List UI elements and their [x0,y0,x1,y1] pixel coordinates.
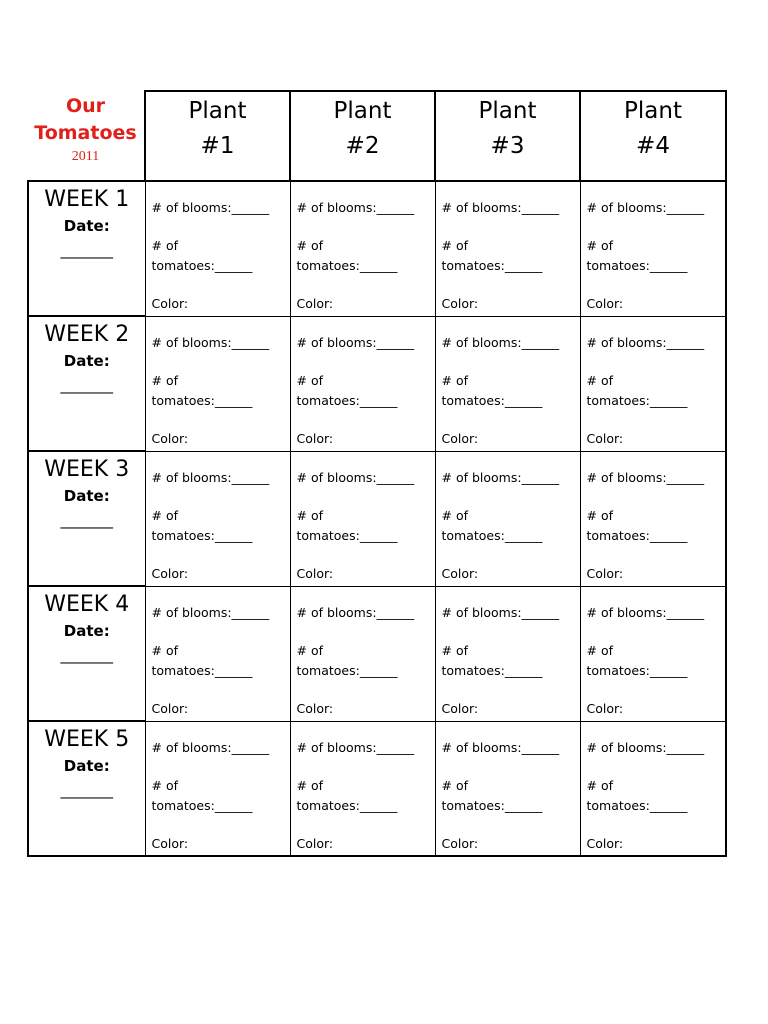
blooms-count-field: # of blooms:______ [586,604,705,620]
plant-week-entry-cell [290,316,435,451]
plant-week-entry-cell [145,316,290,451]
tomatoes-count-field: tomatoes:______ [151,527,253,543]
tomatoes-label: # of [296,372,323,388]
plant-header-3 [435,91,580,181]
tomatoes-count-field: tomatoes:______ [441,797,543,813]
week-label: WEEK 1 [44,187,130,212]
blooms-count-field: # of blooms:______ [586,469,705,485]
color-field: Color: [151,430,189,446]
blooms-count-field: # of blooms:______ [441,334,560,350]
blooms-count-field: # of blooms:______ [441,469,560,485]
blooms-count-field: # of blooms:______ [296,604,415,620]
tomatoes-label: # of [586,642,613,658]
plant-number: #3 [490,133,525,159]
tomatoes-count-field: tomatoes:______ [586,662,688,678]
color-field: Color: [586,565,624,581]
tomatoes-label: # of [586,777,613,793]
plant-word: Plant [333,98,392,124]
date-blank-field: _______ [60,781,113,799]
title-year: 2011 [71,149,100,164]
plant-week-entry-cell [435,181,580,316]
tomatoes-count-field: tomatoes:______ [296,797,398,813]
date-blank-field: _______ [60,511,113,529]
blooms-count-field: # of blooms:______ [441,604,560,620]
color-field: Color: [296,835,334,851]
tomatoes-label: # of [441,238,468,253]
week-label-cell [28,721,145,856]
tomatoes-label: # of [441,507,468,523]
blooms-count-field: # of blooms:______ [296,334,415,350]
week-label-cell [28,181,145,316]
week-label: WEEK 3 [44,457,130,482]
plant-week-entry-cell [290,451,435,586]
plant-word: Plant [478,98,537,124]
tomatoes-label: # of [586,507,613,523]
color-field: Color: [441,565,479,581]
week-row [28,181,726,316]
tomatoes-label: # of [151,777,178,793]
color-field: Color: [586,430,624,446]
date-label: Date: [63,487,110,505]
tomatoes-count-field: tomatoes:______ [441,527,543,543]
title-corner-cell [28,91,145,181]
color-field: Color: [586,835,624,851]
week-label-cell [28,451,145,586]
tomatoes-count-field: tomatoes:______ [586,258,688,273]
blooms-count-field: # of blooms:______ [586,200,705,215]
blooms-count-field: # of blooms:______ [151,200,270,215]
color-field: Color: [586,700,624,716]
tracking-table [27,90,727,857]
blooms-count-field: # of blooms:______ [296,739,415,755]
plant-header-row [28,91,726,181]
week-row [28,316,726,451]
tomatoes-label: # of [151,238,178,253]
tomatoes-count-field: tomatoes:______ [441,662,543,678]
week-row [28,451,726,586]
blooms-count-field: # of blooms:______ [151,604,270,620]
week-label-cell [28,316,145,451]
plant-header-2 [290,91,435,181]
tomatoes-count-field: tomatoes:______ [296,662,398,678]
plant-week-entry-cell [580,181,726,316]
plant-week-entry-cell [580,586,726,721]
color-field: Color: [441,700,479,716]
plant-week-entry-cell [290,586,435,721]
tomatoes-count-field: tomatoes:______ [586,797,688,813]
plant-header-1 [145,91,290,181]
tomatoes-count-field: tomatoes:______ [151,662,253,678]
color-field: Color: [296,700,334,716]
plant-week-entry-cell [145,181,290,316]
date-blank-field: _______ [60,241,113,259]
week-row [28,586,726,721]
date-label: Date: [63,217,110,235]
tomatoes-label: # of [586,238,613,253]
plant-week-entry-cell [435,586,580,721]
plant-week-entry-cell [580,721,726,856]
tomatoes-count-field: tomatoes:______ [441,258,543,273]
tomatoes-count-field: tomatoes:______ [296,527,398,543]
tomatoes-label: # of [441,777,468,793]
tomatoes-count-field: tomatoes:______ [151,797,253,813]
blooms-count-field: # of blooms:______ [151,334,270,350]
color-field: Color: [296,565,334,581]
plant-word: Plant [624,98,682,124]
date-label: Date: [63,757,110,775]
color-field: Color: [441,430,479,446]
blooms-count-field: # of blooms:______ [441,739,560,755]
color-field: Color: [441,296,479,311]
blooms-count-field: # of blooms:______ [151,469,270,485]
plant-week-entry-cell [290,721,435,856]
blooms-count-field: # of blooms:______ [296,200,415,215]
color-field: Color: [296,296,334,311]
plant-week-entry-cell [580,316,726,451]
tomatoes-label: # of [151,507,178,523]
tomatoes-count-field: tomatoes:______ [296,258,398,273]
plant-week-entry-cell [435,451,580,586]
color-field: Color: [151,700,189,716]
color-field: Color: [586,296,624,311]
plant-week-entry-cell [435,721,580,856]
tomatoes-count-field: tomatoes:______ [586,392,688,408]
blooms-count-field: # of blooms:______ [296,469,415,485]
color-field: Color: [296,430,334,446]
week-row [28,721,726,856]
color-field: Color: [151,296,189,311]
plant-week-entry-cell [580,451,726,586]
tomatoes-label: # of [296,507,323,523]
blooms-count-field: # of blooms:______ [586,334,705,350]
plant-week-entry-cell [145,721,290,856]
tomatoes-count-field: tomatoes:______ [151,392,253,408]
color-field: Color: [151,565,189,581]
tomatoes-count-field: tomatoes:______ [586,527,688,543]
plant-number: #4 [636,133,670,159]
tomatoes-label: # of [296,777,323,793]
title-our: Our [65,95,106,117]
plant-number: #1 [200,133,235,159]
color-field: Color: [151,835,189,851]
week-label: WEEK 2 [44,322,130,347]
week-label: WEEK 4 [44,592,130,617]
week-label-cell [28,586,145,721]
date-blank-field: _______ [60,376,113,394]
blooms-count-field: # of blooms:______ [586,739,705,755]
tomatoes-count-field: tomatoes:______ [296,392,398,408]
tomatoes-label: # of [296,642,323,658]
tomatoes-label: # of [441,372,468,388]
tomatoes-count-field: tomatoes:______ [151,258,253,273]
date-blank-field: _______ [60,646,113,664]
color-field: Color: [441,835,479,851]
tomatoes-label: # of [151,372,178,388]
plant-week-entry-cell [435,316,580,451]
plant-word: Plant [188,98,247,124]
title-tomatoes: Tomatoes [34,122,137,144]
date-label: Date: [63,622,110,640]
plant-header-4 [580,91,726,181]
tomatoes-label: # of [296,238,323,253]
week-label: WEEK 5 [44,727,130,752]
tomatoes-label: # of [441,642,468,658]
plant-week-entry-cell [290,181,435,316]
tomatoes-label: # of [151,642,178,658]
date-label: Date: [63,352,110,370]
tomatoes-count-field: tomatoes:______ [441,392,543,408]
plant-number: #2 [345,133,380,159]
blooms-count-field: # of blooms:______ [151,739,270,755]
tomatoes-label: # of [586,372,613,388]
plant-week-entry-cell [145,586,290,721]
blooms-count-field: # of blooms:______ [441,200,560,215]
plant-week-entry-cell [145,451,290,586]
